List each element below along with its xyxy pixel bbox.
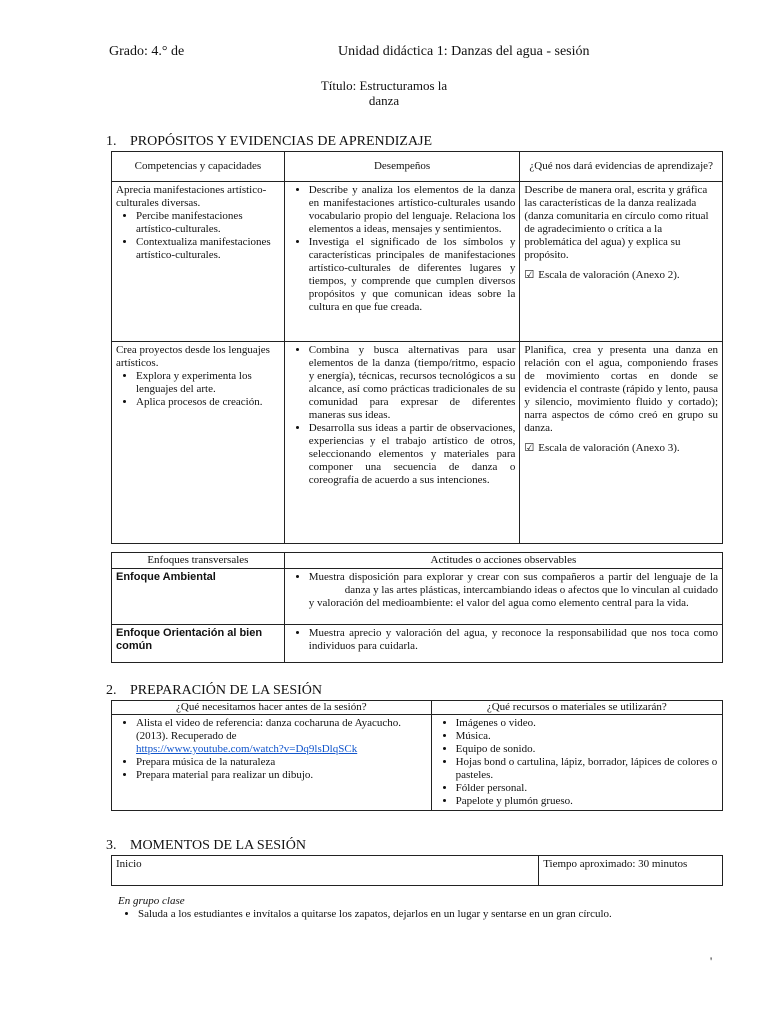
evidence-text: Planifica, crea y presenta una danza en relación con el agua, componiendo frases de movimiento cortas en donde se evidencia el contraste (rápido y lento, pausa y silencio, movimiento fluido y cortado); narra aspectos de cómo creó en grupo su danza. [524,344,718,434]
list-item: • Contextualiza manifestaciones artístico-culturales. [136,236,280,262]
checkbox-icon: ☑ [524,268,535,281]
list-item: • Prepara música de la naturaleza [136,756,427,769]
list-item: • Fólder personal. [456,782,718,795]
table-row [112,182,723,342]
list-item: • Muestra disposición para explorar y crear con sus compañeros a partir del lenguaje de la danza y las artes plásticas, intercambiando ideas o afectos que lo vinculan al cuidado [309,571,718,597]
video-reference-text: Alista el video de referencia: danza cocharuna de Ayacucho. (2013). Recuperado de [136,717,401,742]
evidence-cell [520,342,723,544]
video-link[interactable]: https://www.youtube.com/watch?v=Dq9lsDlqSCk [136,743,358,755]
approach-list [289,627,718,653]
footer-mark: ' [710,954,713,968]
col-before-session: ¿Qué necesitamos hacer antes de la sesión? [112,701,432,715]
evaluation-tool-label: Escala de valoración (Anexo 3). [538,442,680,454]
list-item: • Saluda a los estudiantes e invítalos a quitarse los zapatos, dejarlos en un lugar y sentarse en un gran círculo. [138,908,738,921]
performances-list [289,344,516,487]
col-competences: Competencias y capacidades [112,152,285,182]
list-item: • Imágenes o video. [456,717,718,730]
section-1-number: 1. [106,134,117,149]
section-3-title: MOMENTOS DE LA SESIÓN [130,838,306,853]
group-label: En grupo clase [118,895,185,907]
section-3-number: 3. [106,838,117,853]
list-item: • Música. [456,730,718,743]
table-row [112,625,723,663]
list-item: • Equipo de sonido. [456,743,718,756]
moments-table [111,855,723,886]
evidence-text: Describe de manera oral, escrita y gráfica las características de la danza realizada (danza comunitaria en círculo como ritual de agradecimiento o crítica a la problemática del agua) y explica su propósito. [524,184,709,261]
competence-cell [112,342,285,544]
approach-list [289,571,718,597]
list-item: • Percibe manifestaciones artístico-culturales. [136,210,280,236]
materials-list [436,717,718,808]
list-item: • Aplica procesos de creación. [136,396,280,409]
list-item: • Papelote y plumón grueso. [456,795,718,808]
col-attitudes: Actitudes o acciones observables [284,553,722,569]
evaluation-tool [524,268,718,282]
competence-text: Crea proyectos desde los lenguajes artísticos. [116,344,270,369]
list-item [136,717,427,756]
time-label: Tiempo aproximado: 30 minutos [539,856,723,886]
section-2-number: 2. [106,683,117,698]
approach-actions [284,569,722,625]
section-2-title: PREPARACIÓN DE LA SESIÓN [130,683,323,698]
approaches-table [111,552,723,663]
competence-text: Aprecia manifestaciones artístico-culturales diversas. [116,184,267,209]
performances-cell [284,342,520,544]
preparation-table [111,700,723,811]
list-item: • Investiga el significado de los símbolos y características principales de manifestaciones artístico-culturales de diferentes lugares y tiempos, y comprende que cumplen diversos propósitos y que comunican ideas sobre la cultura en que fue creada. [309,236,516,314]
evaluation-tool [524,441,718,455]
list-item: • Explora y experimenta los lenguajes del arte. [136,370,280,396]
col-evidence: ¿Qué nos dará evidencias de aprendizaje? [520,152,723,182]
checkbox-icon: ☑ [524,441,535,454]
table-row [112,856,723,886]
list-item: • Combina y busca alternativas para usar elementos de la danza (tiempo/ritmo, espacio y energía), técnicas, recursos tecnológicos a su alcance, así como prácticas tradicionales de su comunidad para expresar de diferentes maneras sus ideas. [309,344,516,422]
title-line-2: danza [368,93,400,108]
list-item: • Desarrolla sus ideas a partir de observaciones, experiencias y el trabajo artístico de otros, seleccionando elementos y materiales para componer una secuencia de danza o coreografía de acuerdo a sus intenciones. [309,422,516,487]
evidence-cell [520,182,723,342]
performances-cell [284,182,520,342]
col-approaches: Enfoques transversales [112,553,285,569]
table-row [112,342,723,544]
col-materials: ¿Qué recursos o materiales se utilizarán? [431,701,722,715]
title-line-1: Título: Estructuramos la [320,78,448,93]
capacities-list [116,370,280,409]
section-3-heading [106,838,306,854]
before-session-cell [112,715,432,811]
approach-continuation: y valoración del medioambiente: el valor del agua como elemento central para la vida. [308,597,689,609]
materials-cell [431,715,722,811]
session-title [0,78,768,108]
table-row [112,569,723,625]
start-steps-list [118,908,738,921]
performances-list [289,184,516,314]
purposes-table [111,151,723,544]
section-1-heading [106,134,432,150]
list-item: • Muestra aprecio y valoración del agua, y reconoce la responsabilidad que nos toca como individuos para cuidarla. [309,627,718,653]
list-item: • Describe y analiza los elementos de la danza en manifestaciones artístico-culturales usando vocabulario propio del lenguaje. Relaciona los elementos a ideas, mensajes y sentimientos. [309,184,516,236]
approach-name: Enfoque Ambiental [112,569,285,625]
list-item: • Hojas bond o cartulina, lápiz, borrador, lápices de colores o pasteles. [456,756,718,782]
capacities-list [116,210,280,262]
list-item: • Prepara material para realizar un dibujo. [136,769,427,782]
section-2-heading [106,683,322,699]
before-session-list [116,717,427,782]
grade-label: Grado: 4.° de [109,44,185,59]
col-performances: Desempeños [284,152,520,182]
table-row [112,715,723,811]
section-1-title: PROPÓSITOS Y EVIDENCIAS DE APRENDIZAJE [130,134,433,149]
competence-cell [112,182,285,342]
start-label: Inicio [112,856,539,886]
approach-name: Enfoque Orientación al bien común [112,625,285,663]
unit-label: Unidad didáctica 1: Danzas del agua - sesión [338,44,590,59]
approach-actions [284,625,722,663]
evaluation-tool-label: Escala de valoración (Anexo 2). [538,269,680,281]
